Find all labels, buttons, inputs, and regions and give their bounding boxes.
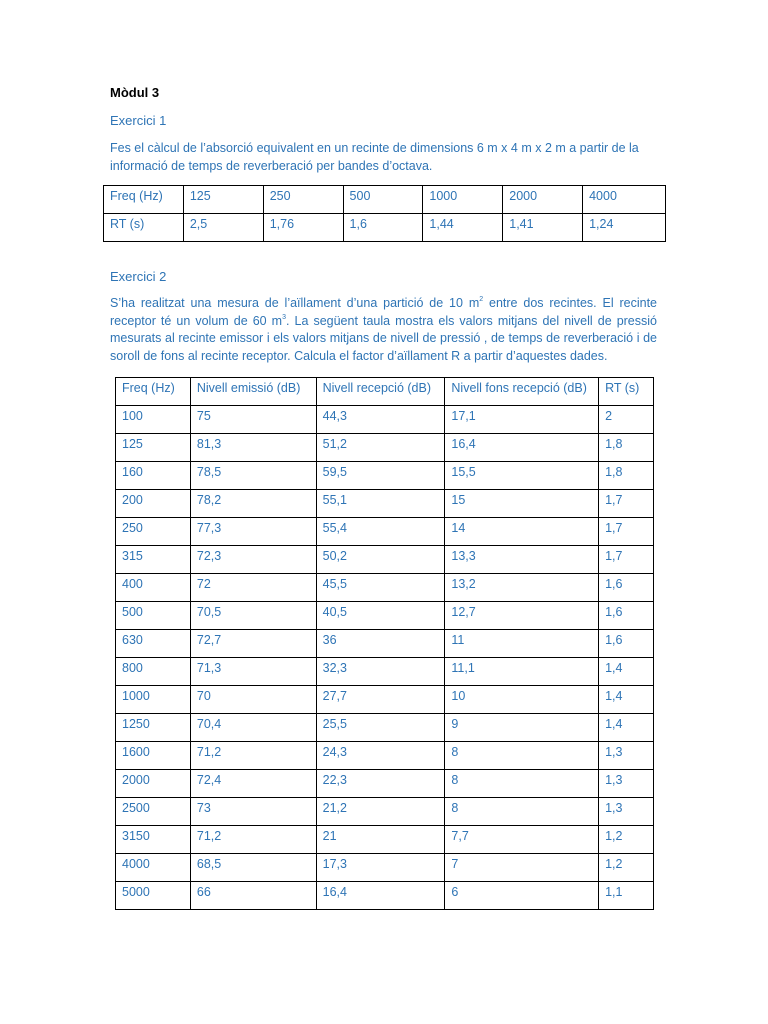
table-cell: 8 bbox=[445, 770, 599, 798]
exercise1-heading: Exercici 1 bbox=[110, 113, 167, 128]
table-cell: 1,4 bbox=[599, 686, 654, 714]
table-cell: 8 bbox=[445, 742, 599, 770]
table-cell: 16,4 bbox=[316, 882, 445, 910]
table-cell: 14 bbox=[445, 518, 599, 546]
exercise2-superscript-2: 2 bbox=[479, 296, 484, 303]
table-row bbox=[116, 574, 654, 602]
table-row bbox=[104, 214, 666, 242]
table-cell: 72,7 bbox=[190, 630, 316, 658]
table-cell: 71,2 bbox=[190, 826, 316, 854]
exercise2-superscript-3: 3 bbox=[282, 313, 286, 321]
table-row bbox=[116, 602, 654, 630]
table-cell: 1,3 bbox=[599, 770, 654, 798]
table-cell: 500 bbox=[116, 602, 191, 630]
table-cell: 17,1 bbox=[445, 406, 599, 434]
table-cell: 24,3 bbox=[316, 742, 445, 770]
table-cell: 25,5 bbox=[316, 714, 445, 742]
table-cell: 72,4 bbox=[190, 770, 316, 798]
table-cell: 630 bbox=[116, 630, 191, 658]
table-cell: 2500 bbox=[116, 798, 191, 826]
exercise1-text-line2: informació de temps de reverberació per bandes d’octava. bbox=[110, 158, 433, 173]
table-cell: 70,4 bbox=[190, 714, 316, 742]
table-cell: 125 bbox=[183, 186, 263, 214]
table-cell: 72 bbox=[190, 574, 316, 602]
table-cell: 44,3 bbox=[316, 406, 445, 434]
table-cell: 1,8 bbox=[599, 462, 654, 490]
table-row bbox=[116, 406, 654, 434]
table-cell: 125 bbox=[116, 434, 191, 462]
table-cell: 71,3 bbox=[190, 658, 316, 686]
table-cell: 55,4 bbox=[316, 518, 445, 546]
table-cell: 78,5 bbox=[190, 462, 316, 490]
table-cell: 78,2 bbox=[190, 490, 316, 518]
table-cell: 32,3 bbox=[316, 658, 445, 686]
table-row bbox=[116, 882, 654, 910]
table-cell: 55,1 bbox=[316, 490, 445, 518]
table-header-cell: Nivell recepció (dB) bbox=[316, 378, 445, 406]
table-cell: Freq (Hz) bbox=[104, 186, 184, 214]
table-cell: 11 bbox=[445, 630, 599, 658]
table-row bbox=[116, 742, 654, 770]
table-header-cell: RT (s) bbox=[599, 378, 654, 406]
table-header-cell: Freq (Hz) bbox=[116, 378, 191, 406]
table-cell: 36 bbox=[316, 630, 445, 658]
table-cell: 72,3 bbox=[190, 546, 316, 574]
table-cell: 21,2 bbox=[316, 798, 445, 826]
table-row bbox=[116, 518, 654, 546]
module-title: Mòdul 3 bbox=[110, 85, 160, 100]
table-cell: 1250 bbox=[116, 714, 191, 742]
table-cell: 1,8 bbox=[599, 434, 654, 462]
table-cell: 71,2 bbox=[190, 742, 316, 770]
table-cell: 1,6 bbox=[599, 574, 654, 602]
table-cell: 11,1 bbox=[445, 658, 599, 686]
table-cell: 73 bbox=[190, 798, 316, 826]
table-cell: 1,7 bbox=[599, 518, 654, 546]
table-cell: 1,2 bbox=[599, 854, 654, 882]
table-cell: 13,3 bbox=[445, 546, 599, 574]
table-row bbox=[116, 686, 654, 714]
table-cell: 1,7 bbox=[599, 490, 654, 518]
table-cell: 1600 bbox=[116, 742, 191, 770]
table-header-row bbox=[116, 378, 654, 406]
table-cell: 27,7 bbox=[316, 686, 445, 714]
table-cell: 66 bbox=[190, 882, 316, 910]
table-row bbox=[116, 434, 654, 462]
table-cell: 1,6 bbox=[599, 602, 654, 630]
table-row bbox=[116, 462, 654, 490]
table-cell: 6 bbox=[445, 882, 599, 910]
table-cell: 1,7 bbox=[599, 546, 654, 574]
table-row bbox=[116, 826, 654, 854]
table-row bbox=[116, 630, 654, 658]
table-header-cell: Nivell emissió (dB) bbox=[190, 378, 316, 406]
table-cell: 1,41 bbox=[503, 214, 583, 242]
table-cell: 1,24 bbox=[583, 214, 666, 242]
table-cell: 1,4 bbox=[599, 714, 654, 742]
table-cell: 1000 bbox=[116, 686, 191, 714]
table-cell: 5000 bbox=[116, 882, 191, 910]
table-row bbox=[116, 770, 654, 798]
table-cell: RT (s) bbox=[104, 214, 184, 242]
table-row bbox=[116, 658, 654, 686]
table-cell: 315 bbox=[116, 546, 191, 574]
table-cell: 75 bbox=[190, 406, 316, 434]
table-cell: 2 bbox=[599, 406, 654, 434]
rt-octave-table bbox=[103, 185, 666, 242]
table-cell: 50,2 bbox=[316, 546, 445, 574]
table-cell: 1,4 bbox=[599, 658, 654, 686]
table-cell: 21 bbox=[316, 826, 445, 854]
exercise2-text-part-b: entre dos recintes. El recinte receptor té un volum de 60 m bbox=[110, 296, 657, 328]
table-cell: 15,5 bbox=[445, 462, 599, 490]
table-cell: 70 bbox=[190, 686, 316, 714]
table-cell: 3150 bbox=[116, 826, 191, 854]
table-cell: 7,7 bbox=[445, 826, 599, 854]
table-cell: 12,7 bbox=[445, 602, 599, 630]
table-row bbox=[116, 490, 654, 518]
table-cell: 10 bbox=[445, 686, 599, 714]
table-cell: 15 bbox=[445, 490, 599, 518]
table-cell: 81,3 bbox=[190, 434, 316, 462]
table-cell: 40,5 bbox=[316, 602, 445, 630]
table-cell: 51,2 bbox=[316, 434, 445, 462]
table-cell: 1,76 bbox=[263, 214, 343, 242]
table-cell: 13,2 bbox=[445, 574, 599, 602]
table-cell: 45,5 bbox=[316, 574, 445, 602]
table-row bbox=[116, 854, 654, 882]
table-cell: 250 bbox=[263, 186, 343, 214]
table-row bbox=[116, 714, 654, 742]
insulation-measurement-table bbox=[115, 377, 654, 910]
exercise2-text bbox=[110, 295, 657, 365]
table-cell: 1,3 bbox=[599, 742, 654, 770]
table-row bbox=[116, 798, 654, 826]
table-header-cell: Nivell fons recepció (dB) bbox=[445, 378, 599, 406]
table-cell: 7 bbox=[445, 854, 599, 882]
table-cell: 2000 bbox=[503, 186, 583, 214]
table-cell: 2000 bbox=[116, 770, 191, 798]
table-cell: 68,5 bbox=[190, 854, 316, 882]
table-cell: 9 bbox=[445, 714, 599, 742]
table-cell: 250 bbox=[116, 518, 191, 546]
table-cell: 160 bbox=[116, 462, 191, 490]
exercise1-text-line1: Fes el càlcul de l’absorció equivalent en un recinte de dimensions 6 m x 4 m x 2 m a partir de la bbox=[110, 141, 639, 155]
table-cell: 22,3 bbox=[316, 770, 445, 798]
exercise2-text-part-c: . La següent taula mostra els valors mitjans del nivell de pressió mesurats al recinte emissor i els valors mitjans de nivell de pressió , de temps de reverberació i de soroll de fons al recinte receptor. Calcula el factor d’aïllament R a partir d’aquestes dades. bbox=[110, 313, 657, 363]
table-cell: 4000 bbox=[583, 186, 666, 214]
table-cell: 2,5 bbox=[183, 214, 263, 242]
table-cell: 8 bbox=[445, 798, 599, 826]
table-cell: 1,6 bbox=[599, 630, 654, 658]
table-cell: 200 bbox=[116, 490, 191, 518]
exercise1-text bbox=[110, 140, 657, 175]
exercise2-text-part-a: S’ha realitzat una mesura de l’aïllament d’una partició de 10 m bbox=[110, 296, 480, 310]
table-cell: 1000 bbox=[423, 186, 503, 214]
table-cell: 17,3 bbox=[316, 854, 445, 882]
table-cell: 1,1 bbox=[599, 882, 654, 910]
table-row bbox=[104, 186, 666, 214]
table-row bbox=[116, 546, 654, 574]
table-cell: 100 bbox=[116, 406, 191, 434]
table-cell: 59,5 bbox=[316, 462, 445, 490]
table-cell: 70,5 bbox=[190, 602, 316, 630]
table-cell: 1,3 bbox=[599, 798, 654, 826]
table-cell: 16,4 bbox=[445, 434, 599, 462]
table-cell: 77,3 bbox=[190, 518, 316, 546]
table-cell: 1,44 bbox=[423, 214, 503, 242]
table-cell: 400 bbox=[116, 574, 191, 602]
table-cell: 1,6 bbox=[343, 214, 423, 242]
table-cell: 800 bbox=[116, 658, 191, 686]
table-cell: 1,2 bbox=[599, 826, 654, 854]
table-cell: 500 bbox=[343, 186, 423, 214]
table-cell: 4000 bbox=[116, 854, 191, 882]
exercise2-heading: Exercici 2 bbox=[110, 269, 167, 284]
